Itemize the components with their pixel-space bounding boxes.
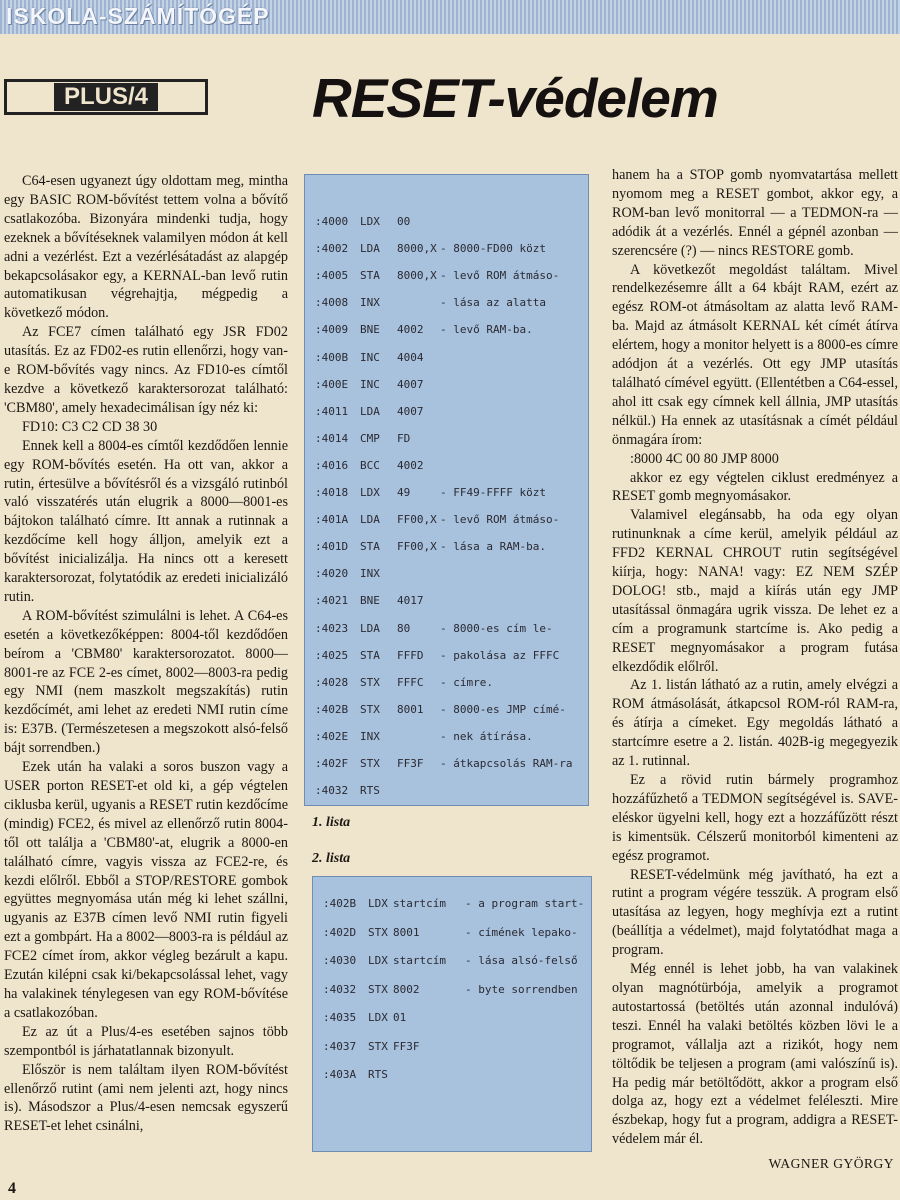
code-op: STX [368, 982, 388, 996]
code-cmt: - 8000-es cím le- [440, 621, 553, 635]
code-line [313, 920, 591, 946]
code-addr: :402E [315, 729, 349, 743]
code-op: INC [360, 377, 380, 391]
code-arg: 4017 [397, 594, 424, 608]
code-line [305, 778, 588, 804]
code-line [313, 1034, 591, 1060]
paragraph: hanem ha a STOP gomb nyomvatartása mellett nyomom meg a RESET gombot, akkor egy, a ROM-ban levő monitorral — a TEDMON-ra — adódik át a vezérlés. Ennél a gépnél azonban — szerencsére (?) — nincs RESTORE gomb. [612, 167, 898, 259]
article-title: RESET-védelem [312, 67, 718, 129]
code-cmt: - lása az alatta [440, 296, 546, 310]
code-line [313, 891, 591, 917]
code-arg: 4002 [397, 458, 424, 472]
code-op: STX [360, 702, 380, 716]
paragraph: Ez az út a Plus/4-es esetében sajnos több szempontból is járhatatlannak bizonyult. [4, 1023, 288, 1059]
code-addr: :402B [315, 702, 349, 716]
code-line [305, 588, 588, 614]
code-line [305, 426, 588, 452]
code-line [305, 345, 588, 371]
code-op: STX [360, 757, 380, 770]
code-cmt: - lása a RAM-ba. [440, 540, 546, 554]
code-op: RTS [368, 1068, 388, 1081]
code-addr: :4000 [315, 215, 349, 228]
code-addr: :400E [315, 377, 349, 391]
code-line [305, 263, 588, 289]
code-cmt: - FF49-FFFF közt [440, 486, 546, 499]
code-addr: :4032 [315, 784, 349, 798]
code-op: BNE [360, 323, 380, 337]
paragraph: Ez a rövid rutin bármely programhoz hozzáfűzhető a TEDMON segítségével is. SAVE-eléskor ügyelni kell, hogy ezt a hozzáfűzött részt is kimentsük. Célszerű monitorból kimenteni az egész programot. [612, 772, 898, 864]
paragraph: Az 1. listán látható az a rutin, amely elvégzi a ROM átmásolását, átkapcsol ROM-ról RAM-ra, és átírja a címeket. Egy megoldás látható a startcímre esetre a 2. listán. 402B-ig megegyezik az 1. rutinnal. [612, 677, 898, 770]
author-signature: WAGNER GYÖRGY [768, 1156, 894, 1171]
code-addr: :402D [323, 925, 357, 939]
code-op: BNE [360, 594, 380, 608]
code-arg: startcím [393, 897, 446, 910]
code-op: INX [360, 296, 380, 310]
paragraph: C64-esen ugyanezt úgy oldottam meg, mintha egy BASIC ROM-bővítést tettem volna a bővítő csatlakozóba. Bizonyára mindenki tudja, hogy ezeknek a bővítéseknek valamilyen módon át kell adni a vezérlést. Ezt a vezérlésátadást az alapgép bekapcsolásakor egy, a KERNAL-ban levő rutin automatikusan végrehajtja, mégpedig a következő módon. [4, 173, 288, 322]
code-cmt: - címének lepako- [465, 925, 578, 939]
code-cmt: - levő RAM-ba. [440, 323, 533, 337]
code-cmt: - lása alsó-felső [465, 954, 578, 967]
code-arg: 8001 [393, 925, 420, 939]
section-header: ISKOLA-SZÁMÍTÓGÉP [6, 3, 270, 29]
code-addr: :4011 [315, 404, 349, 418]
code-line [305, 317, 588, 343]
code-arg: 4004 [397, 350, 424, 364]
section-header-bar [0, 0, 900, 34]
code-addr: :4035 [323, 1011, 357, 1024]
code-arg: 4007 [397, 377, 424, 391]
code-op: STA [360, 269, 380, 283]
code-line [313, 1062, 591, 1088]
code-addr: :402B [323, 897, 357, 910]
code-addr: :4030 [323, 954, 357, 967]
code-addr: :4021 [315, 594, 349, 608]
code-line [305, 480, 588, 506]
code-arg: 8000,X [397, 269, 437, 283]
code-arg: FF3F [397, 757, 424, 770]
code-line [305, 561, 588, 587]
code-addr: :4020 [315, 567, 349, 581]
code-listing-1 [304, 174, 589, 806]
code-line [305, 751, 588, 777]
code-arg: 8000,X [397, 242, 437, 256]
code-op: LDA [360, 513, 380, 527]
paragraph: A ROM-bővítést szimulálni is lehet. A C64-es esetén a következőképpen: 8004-től kezdődően beírom a 'CBM80' karaktersorozatot. 8000—8001-re az FCE 2-es címet, 8002—8003-ra pedig egy NMI (nem maszkolt megszakítás) rutin kezdőcímét, ami lehet az eredeti NMI rutin címe is: E37B. (Természetesen a megszokott alsó-felső bájt sorrendben.) [4, 607, 288, 757]
code-addr: :403A [323, 1068, 357, 1081]
code-line [305, 643, 588, 669]
code-op: LDX [360, 215, 380, 228]
code-arg: FF3F [393, 1039, 420, 1053]
paragraph: akkor ez egy végtelen ciklust eredményez a RESET gomb megnyomásakor. [612, 469, 898, 505]
code-cmt: - nek átírása. [440, 729, 533, 743]
paragraph: Először is nem találtam ilyen ROM-bővítést ellenőrző rutint (ami nem jelenti azt, hogy nincs is). Másodszor a Plus/4-esen nemcsak egyszerű RESET-et lehet csinálni, [4, 1061, 288, 1135]
code-line [305, 453, 588, 479]
code-addr: :402F [315, 757, 349, 770]
code-arg: 8001 [397, 702, 424, 716]
code-op: STX [368, 1039, 388, 1053]
paragraph: Az FCE7 címen található egy JSR FD02 utasítás. Ez az FD02-es rutin ellenőrzi, hogy van-e ROM-bővítés vagy nincs. Az FD10-es címtől kezdve a következő karaktersorozat található: 'CBM80', amely hexadecimálisan így néz ki: [4, 324, 288, 416]
code-op: BCC [360, 458, 380, 472]
code-line [305, 209, 588, 235]
paragraph: Ezek után ha valaki a soros buszon vagy a USER porton RESET-et old ki, a gép végtelen ciklusba kerül, ugyanis a RESET rutin kezdőcíme (mindig) FCE2, és mivel az ellenőrző rutin 8004-től ott találja a 'CBM80'-at, elugrik a 8000-en található címre, vagyis vissza az FCE2-re, és kezdi előlről. Ebből a STOP/RESTORE gombok együttes megnyomása után még ki lehet szállni, ugyanis az E37B címen levő NMI rutin figyeli ezt a gombpárt. Ha a 8002—8003-ra is például az FCE2 címet írom, akkor végleg bezárult a kapu. Ezután kilépni csak ki/bekapcsolással lehet, vagy ha valakinek ténylegesen van egy ROM-bővítése a csatlakozóban. [4, 759, 288, 1021]
code-addr: :4014 [315, 431, 349, 445]
code-arg: FF00,X [397, 540, 437, 554]
code-listing-2 [312, 876, 592, 1152]
code-op: LDX [368, 954, 388, 967]
page-number: 4 [8, 1180, 16, 1197]
code-op: LDA [360, 404, 380, 418]
code-cmt: - 8000-FD00 közt [440, 242, 546, 256]
code-op: RTS [360, 784, 380, 798]
code-line [305, 534, 588, 560]
paragraph: A következőt megoldást találtam. Mivel rendelkezésemre állt a 64 kbájt RAM, ezért az egész ROM-ot átmásoltam az alatta levő RAM-ba. Majd az átmásolt KERNAL két címét átírva elértem, hogy a monitor helyett is a 8000-es címre adódjon át a vezérlés. Ott egy JMP utasítás található címével együtt. (Ellentétben a C64-essel, ahol itt csak egy címnek kell állnia, JMP utasítás nélkül.) Ha ennek az utasításnak a címét például önmagára írom: [612, 261, 898, 448]
code-addr: :4018 [315, 486, 349, 499]
code-addr: :4025 [315, 648, 349, 662]
code-op: LDX [368, 1011, 388, 1024]
code-cmt: - 8000-es JMP címé- [440, 702, 566, 716]
code-arg: 01 [393, 1011, 407, 1024]
paragraph: :8000 4C 00 80 JMP 8000 [630, 450, 779, 467]
code-cmt: - átkapcsolás RAM-ra [440, 757, 573, 770]
code-arg: 80 [397, 621, 411, 635]
paragraph: Ennek kell a 8004-es címtől kezdődően lennie egy ROM-bővítés esetén. Ha ott van, akkor a rutin, értesülve a bővítésről és a vizsgáló rutinból való visszatérés után elugrik a 8000—8001-es bájtokon található címre. Itt annak a rutinnak a kezdőcíme kell hogy álljon, amelyik ezt a bővítést inicializálja. Ha nincs ott a keresett karaktersorozat, folytatódik az eredeti inicializáló rutin. [4, 437, 288, 605]
code-addr: :4016 [315, 458, 349, 472]
listing-1-caption: 1. lista [312, 815, 351, 830]
code-line [305, 697, 588, 723]
code-cmt: - címre. [440, 675, 493, 689]
code-cmt: - pakolása az FFFC [440, 648, 560, 662]
code-op: LDX [360, 486, 380, 499]
code-addr: :4002 [315, 242, 349, 256]
code-op: STA [360, 540, 380, 554]
code-op: STA [360, 648, 380, 662]
code-line [313, 1005, 591, 1031]
paragraph: Valamivel elegánsabb, ha oda egy olyan rutinunknak a címe kerül, amelyik például az FFD2 KERNAL CHROUT rutin segítségével kiírja, hogy: NANA! vagy: EZ NEM SZÉP DOLOG! stb., majd a kiírás után egy JMP utasítással önmagára ugrik vissza. De lehet ez a cím a programunk startcíme is. Ako pedig a RESET megnyomásakor a program futása elkezdődik előlről. [612, 507, 898, 675]
code-line [305, 616, 588, 642]
code-arg: 4002 [397, 323, 424, 337]
code-op: LDA [360, 242, 380, 256]
code-line [305, 670, 588, 696]
listing-2-caption: 2. lista [312, 851, 351, 866]
code-addr: :4037 [323, 1039, 357, 1053]
code-arg: FFFC [397, 675, 424, 689]
code-arg: 49 [397, 486, 411, 499]
platform-label-box [4, 79, 208, 115]
code-addr: :4005 [315, 269, 349, 283]
code-op: INX [360, 567, 380, 581]
code-addr: :4028 [315, 675, 349, 689]
code-arg: FD [397, 431, 411, 445]
code-line [305, 372, 588, 398]
code-addr: :401A [315, 513, 349, 527]
code-addr: :4023 [315, 621, 349, 635]
code-arg: 00 [397, 215, 411, 228]
platform-label: PLUS/4 [54, 83, 158, 111]
code-addr: :4008 [315, 296, 349, 310]
code-op: INC [360, 350, 380, 364]
code-cmt: - levő ROM átmáso- [440, 269, 560, 283]
code-addr: :4009 [315, 323, 349, 337]
code-line [305, 290, 588, 316]
code-op: STX [368, 925, 388, 939]
paragraph: Még ennél is lehet jobb, ha van valakinek olyan magnótürbója, amelyik a programot autostartossá (betöltés után azonnal indulóvá) teszi. Ennél ha valaki betöltés közben lövi le a programot, vállalja azt a rizikót, hogy nem töltődik be teljesen a program (ami valószínű is). Ha pedig már betöltődött, akkor a program első dolga az, hogy ezt a védelmet feléleszti. Mire észbekap, hogy fut a program, addigra a RESET-védelem már él. [612, 961, 898, 1148]
code-cmt: - levő ROM átmáso- [440, 513, 560, 527]
code-line [305, 724, 588, 750]
code-op: STX [360, 675, 380, 689]
code-arg: 4007 [397, 404, 424, 418]
text-column-right [612, 166, 898, 1149]
code-line [313, 948, 591, 974]
code-arg: startcím [393, 954, 446, 967]
code-line [313, 977, 591, 1003]
code-op: CMP [360, 431, 380, 445]
code-op: INX [360, 729, 380, 743]
code-line [305, 399, 588, 425]
code-cmt: - a program start- [465, 897, 585, 910]
code-addr: :400B [315, 350, 349, 364]
code-cmt: - byte sorrendben [465, 982, 578, 996]
paragraph: FD10: C3 C2 CD 38 30 [22, 418, 158, 435]
code-arg: FF00,X [397, 513, 437, 527]
code-arg: 8002 [393, 982, 420, 996]
text-column-left [4, 172, 288, 1136]
code-op: LDA [360, 621, 380, 635]
code-op: LDX [368, 897, 388, 910]
code-addr: :4032 [323, 982, 357, 996]
paragraph: RESET-védelmünk még javítható, ha ezt a rutint a program végére tesszük. A program első utasítása az legyen, hogy meghívja ezt a rutint (beállítja a védelmet), majd folytatódhat maga a program. [612, 866, 898, 959]
code-line [305, 236, 588, 262]
code-addr: :401D [315, 540, 349, 554]
code-line [305, 507, 588, 533]
code-arg: FFFD [397, 648, 424, 662]
